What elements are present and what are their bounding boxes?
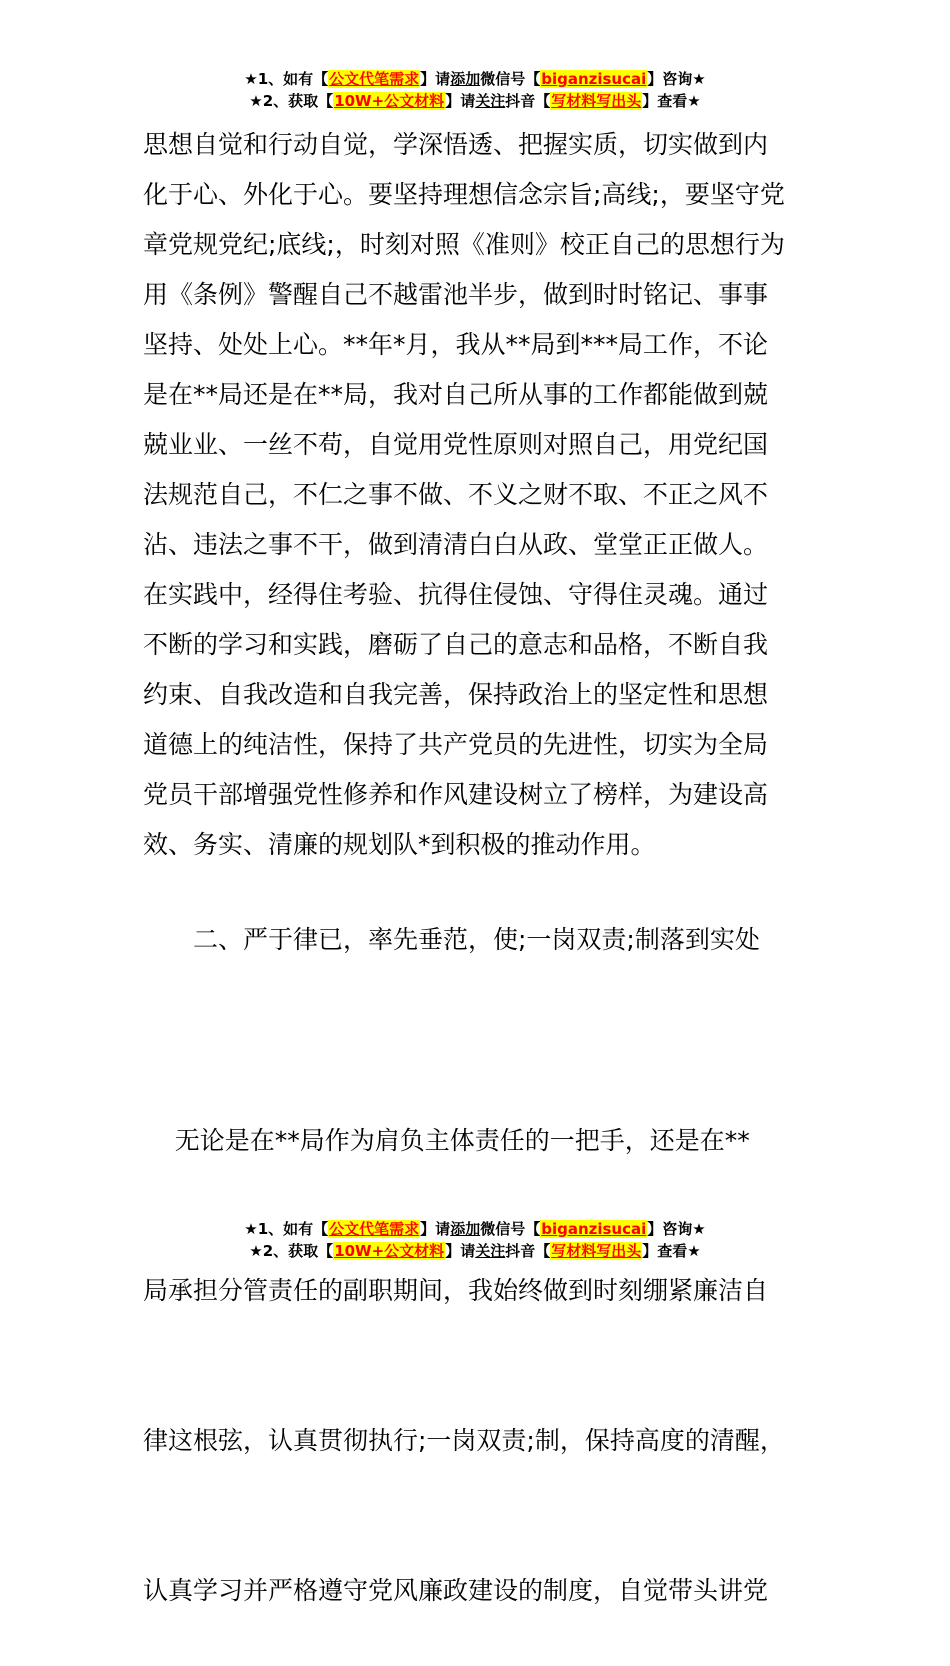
text-line: 是在**局还是在**局，我对自己所从事的工作都能做到兢 — [143, 380, 769, 409]
section-heading-2: 二、严于律已，率先垂范，使;一岗双责;制落到实处 — [193, 925, 760, 954]
paragraph-2 — [143, 1016, 807, 1666]
text-line: 沾、违法之事不干，做到清清白白从政、堂堂正正做人。 — [143, 530, 769, 559]
banner-text: 微信号【 — [480, 70, 541, 88]
text-line: 法规范自己，不仁之事不做、不义之财不取、不正之风不 — [143, 480, 769, 509]
text-line: 道德上的纯洁性，保持了共产党员的先进性，切实为全局 — [143, 730, 769, 759]
banner-line-2 — [0, 90, 950, 112]
banner-text: 】咨询★ — [647, 70, 706, 88]
banner-text: 】查看★ — [642, 1242, 701, 1260]
banner-text: 】查看★ — [642, 92, 701, 110]
text-line: 律这根弦，认真贯彻执行;一岗双责;制，保持高度的清醒， — [143, 1426, 785, 1455]
paragraph-1 — [143, 120, 807, 870]
highlight-materials: 10W+公文材料 — [334, 92, 445, 110]
text-line: 在实践中，经得住考验、抗得住侵蚀、守得住灵魂。通过 — [143, 580, 769, 609]
text-line: 兢业业、一丝不苟，自觉用党性原则对照自己，用党纪国 — [143, 430, 769, 459]
text-line: 局承担分管责任的副职期间，我始终做到时刻绷紧廉洁自 — [143, 1276, 769, 1305]
highlight-wechat-id: biganzisucai — [541, 1220, 647, 1238]
text-line: 效、务实、清廉的规划队*到积极的推动作用。 — [143, 830, 656, 859]
banner-line-2 — [0, 1240, 950, 1262]
banner-text: ★1、如有【 — [244, 70, 329, 88]
bottom-promo-banner — [0, 1218, 950, 1262]
banner-line-1 — [0, 68, 950, 90]
text-line: 约束、自我改造和自我完善，保持政治上的坚定性和思想 — [143, 680, 769, 709]
banner-text: 】请 — [445, 1242, 476, 1260]
text-line: 认真学习并严格遵守党风廉政建设的制度，自觉带头讲党 — [143, 1576, 769, 1605]
banner-text: 微信号【 — [480, 1220, 541, 1238]
text-line: 章党规党纪;底线;，时刻对照《准则》校正自己的思想行为 — [143, 230, 785, 259]
banner-text: ★2、获取【 — [249, 1242, 334, 1260]
highlight-service: 公文代笔需求 — [329, 70, 420, 88]
banner-text-underlined: 关注 — [475, 1242, 506, 1260]
text-line: 不断的学习和实践，磨砺了自己的意志和品格，不断自我 — [143, 630, 769, 659]
text-line: 用《条例》警醒自己不越雷池半步，做到时时铭记、事事 — [143, 280, 769, 309]
text-line: 党员干部增强党性修养和作风建设树立了榜样，为建设高 — [143, 780, 769, 809]
banner-text: 】咨询★ — [647, 1220, 706, 1238]
banner-text-underlined: 添加 — [450, 1220, 481, 1238]
banner-text: 抖音【 — [505, 92, 551, 110]
text-line: 无论是在**局作为肩负主体责任的一把手，还是在** — [143, 1126, 750, 1155]
banner-text: 】请 — [445, 92, 476, 110]
banner-text: 】请 — [420, 70, 451, 88]
banner-text: 】请 — [420, 1220, 451, 1238]
top-promo-banner — [0, 68, 950, 112]
highlight-wechat-id: biganzisucai — [541, 70, 647, 88]
banner-line-1 — [0, 1218, 950, 1240]
text-line: 化于心、外化于心。要坚持理想信念宗旨;高线;，要坚守党 — [143, 180, 785, 209]
text-line: 思想自觉和行动自觉，学深悟透、把握实质，切实做到内 — [143, 130, 769, 159]
banner-text: ★1、如有【 — [244, 1220, 329, 1238]
highlight-materials: 10W+公文材料 — [334, 1242, 445, 1260]
banner-text-underlined: 添加 — [450, 70, 481, 88]
highlight-douyin: 写材料写出头 — [551, 1242, 642, 1260]
text-line: 坚持、处处上心。**年*月，我从**局到***局工作，不论 — [143, 330, 769, 359]
banner-text: 抖音【 — [505, 1242, 551, 1260]
banner-text-underlined: 关注 — [475, 92, 506, 110]
highlight-douyin: 写材料写出头 — [551, 92, 642, 110]
highlight-service: 公文代笔需求 — [329, 1220, 420, 1238]
banner-text: ★2、获取【 — [249, 92, 334, 110]
